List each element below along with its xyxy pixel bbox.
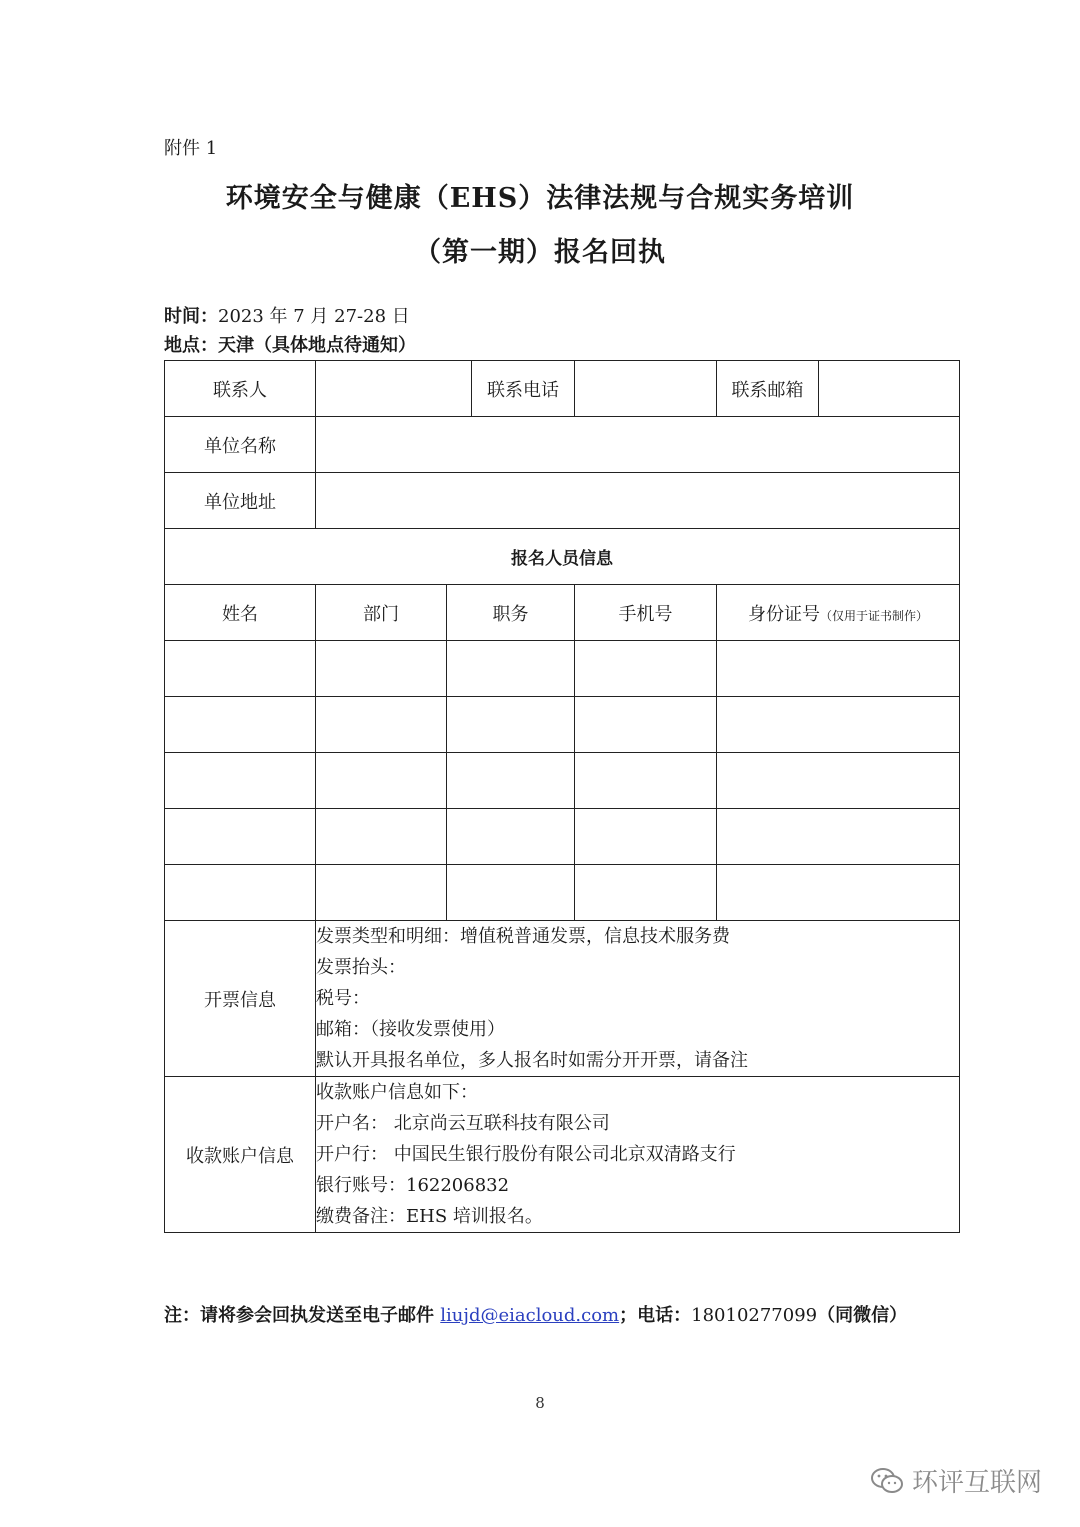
attendee-name-field[interactable] — [165, 697, 316, 753]
place-label: 地点： — [164, 335, 218, 356]
section-title: 报名人员信息 — [165, 529, 960, 585]
attendee-name-field[interactable] — [165, 753, 316, 809]
watermark-text: 环评互联网 — [911, 1468, 1042, 1498]
contact-person-field[interactable] — [316, 361, 472, 417]
footnote — [164, 1301, 907, 1327]
company-address-field[interactable] — [316, 473, 960, 529]
page-number: 8 — [535, 1394, 545, 1412]
attendee-dept-field[interactable] — [316, 809, 447, 865]
section-row — [165, 529, 960, 585]
account-line: 收款账户信息如下： — [316, 1082, 478, 1103]
col-mobile: 手机号 — [575, 585, 717, 641]
account-line: 缴费备注：EHS 培训报名。 — [316, 1206, 543, 1227]
attendee-position-field[interactable] — [447, 809, 575, 865]
attendee-position-field[interactable] — [447, 865, 575, 921]
attendee-dept-field[interactable] — [316, 697, 447, 753]
col-name: 姓名 — [165, 585, 316, 641]
invoice-line: 邮箱：（接收发票使用） — [316, 1019, 505, 1040]
company-address-label: 单位地址 — [165, 473, 316, 529]
footnote-phone: 18010277099 — [691, 1305, 818, 1326]
watermark — [870, 1462, 1042, 1499]
invoice-label: 开票信息 — [165, 921, 316, 1077]
footnote-prefix: 注：请将参会回执发送至电子邮件 — [164, 1305, 434, 1326]
attendee-row — [165, 809, 960, 865]
attachment-label: 附件 1 — [164, 138, 218, 159]
attendee-id-field[interactable] — [717, 641, 960, 697]
event-time — [164, 302, 410, 328]
time-value: 2023 年 7 月 27-28 日 — [218, 306, 410, 327]
company-name-label: 单位名称 — [165, 417, 316, 473]
account-label: 收款账户信息 — [165, 1077, 316, 1233]
contact-person-label: 联系人 — [165, 361, 316, 417]
attendee-mobile-field[interactable] — [575, 865, 717, 921]
attendee-id-field[interactable] — [717, 865, 960, 921]
attendee-name-field[interactable] — [165, 641, 316, 697]
company-name-row — [165, 417, 960, 473]
account-line: 开户名： 北京尚云互联科技有限公司 — [316, 1113, 610, 1134]
col-position: 职务 — [447, 585, 575, 641]
footnote-sep: ；电话： — [619, 1305, 692, 1326]
col-id — [717, 585, 960, 641]
attendee-row — [165, 697, 960, 753]
attendee-dept-field[interactable] — [316, 641, 447, 697]
registration-form — [164, 360, 960, 1233]
contact-row — [165, 361, 960, 417]
invoice-line: 税号： — [316, 988, 370, 1009]
company-address-row — [165, 473, 960, 529]
place-value: 天津（具体地点待通知） — [218, 335, 416, 356]
account-line: 开户行： 中国民生银行股份有限公司北京双清路支行 — [316, 1144, 736, 1165]
event-place — [164, 331, 416, 357]
attendee-dept-field[interactable] — [316, 865, 447, 921]
attendee-position-field[interactable] — [447, 753, 575, 809]
attendee-mobile-field[interactable] — [575, 641, 717, 697]
attendee-name-field[interactable] — [165, 809, 316, 865]
attendee-position-field[interactable] — [447, 697, 575, 753]
invoice-line: 发票抬头： — [316, 957, 406, 978]
attendee-id-field[interactable] — [717, 697, 960, 753]
attendee-mobile-field[interactable] — [575, 697, 717, 753]
contact-phone-label: 联系电话 — [472, 361, 575, 417]
col-id-label: 身份证号 — [747, 603, 820, 625]
attendee-position-field[interactable] — [447, 641, 575, 697]
account-details — [316, 1077, 960, 1233]
invoice-line: 发票类型和明细：增值税普通发票，信息技术服务费 — [316, 926, 730, 947]
account-row — [165, 1077, 960, 1233]
account-line: 银行账号：162206832 — [316, 1175, 510, 1196]
invoice-details — [316, 921, 960, 1077]
col-id-note: （仅用于证书制作） — [819, 608, 928, 623]
col-dept: 部门 — [316, 585, 447, 641]
document-subtitle: （第一期）报名回执 — [414, 237, 666, 268]
footnote-suffix: （同微信） — [817, 1305, 908, 1326]
attendee-row — [165, 641, 960, 697]
contact-phone-field[interactable] — [575, 361, 717, 417]
footnote-email-link[interactable]: liujd@eiacloud.com — [440, 1305, 620, 1326]
contact-email-label: 联系邮箱 — [717, 361, 819, 417]
invoice-line: 默认开具报名单位，多人报名时如需分开开票，请备注 — [316, 1050, 748, 1071]
attendee-mobile-field[interactable] — [575, 753, 717, 809]
invoice-row — [165, 921, 960, 1077]
attendee-header-row — [165, 585, 960, 641]
attendee-name-field[interactable] — [165, 865, 316, 921]
attendee-dept-field[interactable] — [316, 753, 447, 809]
attendee-mobile-field[interactable] — [575, 809, 717, 865]
document-title: 环境安全与健康（EHS）法律法规与合规实务培训 — [225, 183, 855, 214]
company-name-field[interactable] — [316, 417, 960, 473]
attendee-id-field[interactable] — [717, 753, 960, 809]
attendee-id-field[interactable] — [717, 809, 960, 865]
wechat-icon — [870, 1466, 904, 1496]
time-label: 时间： — [164, 306, 218, 327]
attendee-row — [165, 753, 960, 809]
attendee-row — [165, 865, 960, 921]
contact-email-field[interactable] — [819, 361, 960, 417]
